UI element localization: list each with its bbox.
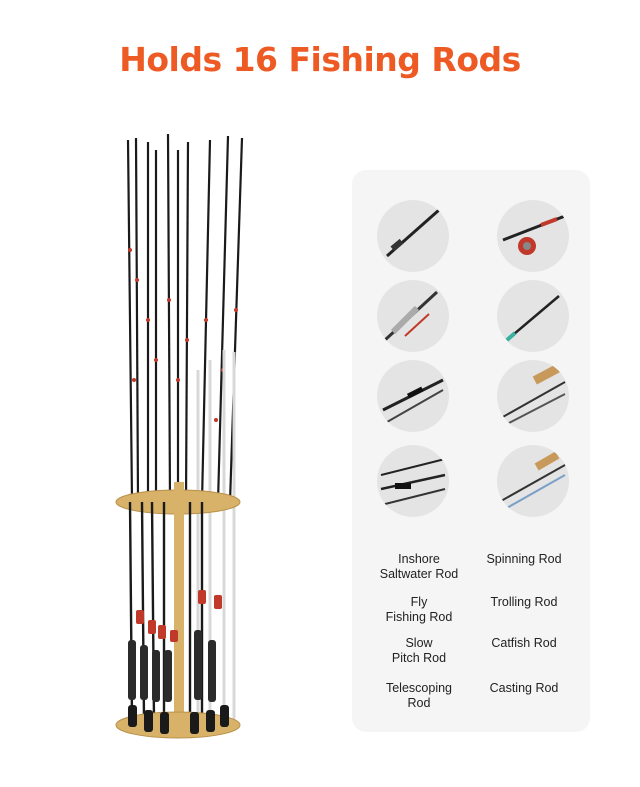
label-slow-pitch-rod: Slow Pitch Rod	[391, 636, 447, 665]
cork-handle-rod-icon	[497, 360, 569, 432]
label-casting-rod: Casting Rod	[489, 681, 559, 695]
casting-rod-icon	[377, 360, 449, 432]
label-inshore-saltwater-rod: Inshore Saltwater Rod	[379, 552, 459, 581]
multi-rod-icon	[377, 445, 449, 517]
label-spinning-rod: Spinning Rod	[486, 552, 562, 566]
label-fly-fishing-rod: Fly Fishing Rod	[385, 595, 453, 624]
spinning-reel-rod-icon	[497, 200, 569, 272]
baitcasting-rod-icon	[377, 200, 449, 272]
label-catfish-rod: Catfish Rod	[491, 636, 557, 650]
rod-rack-image	[90, 120, 260, 745]
label-telescoping-rod: Telescoping Rod	[385, 681, 452, 710]
rod-types-panel	[352, 170, 590, 732]
label-trolling-rod: Trolling Rod	[490, 595, 558, 609]
rod-pieces-icon	[497, 445, 569, 517]
telescopic-rod-icon	[377, 280, 449, 352]
page-title: Holds 16 Fishing Rods	[119, 40, 521, 79]
trolling-rod-icon	[497, 280, 569, 352]
